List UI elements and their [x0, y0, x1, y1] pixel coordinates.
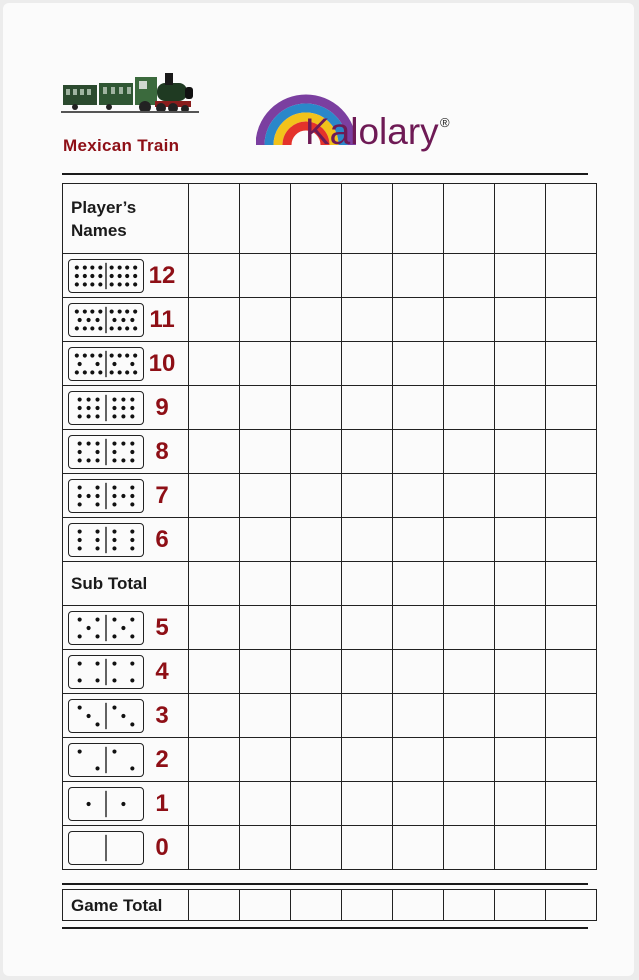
round-4-player-2-cell[interactable]: [240, 650, 291, 694]
sub-total-player-5-cell[interactable]: [393, 562, 444, 606]
round-5-label-cell: [63, 606, 189, 650]
round-3-label-cell: [63, 694, 189, 738]
player-name-player-1-cell[interactable]: [189, 184, 240, 254]
round-0-player-7-cell[interactable]: [495, 826, 546, 870]
round-2-label-cell: [63, 738, 189, 782]
round-3-player-3-cell[interactable]: [291, 694, 342, 738]
round-5-player-7-cell[interactable]: [495, 606, 546, 650]
round-8-label-cell: [63, 430, 189, 474]
round-11-player-3-cell[interactable]: [291, 298, 342, 342]
domino-0-icon: [68, 831, 144, 865]
sub-total-player-2-cell[interactable]: [240, 562, 291, 606]
game-total-player-5-cell[interactable]: [393, 890, 444, 921]
round-5-player-5-cell[interactable]: [393, 606, 444, 650]
round-10-label-cell: [63, 342, 189, 386]
round-0-player-8-cell[interactable]: [546, 826, 597, 870]
round-12-label-cell: [63, 254, 189, 298]
round-3-player-2-cell[interactable]: [240, 694, 291, 738]
round-12-player-3-cell[interactable]: [291, 254, 342, 298]
round-10-player-6-cell[interactable]: [444, 342, 495, 386]
round-7-player-3-cell[interactable]: [291, 474, 342, 518]
round-8-number: 8: [155, 438, 169, 465]
round-9-player-5-cell[interactable]: [393, 386, 444, 430]
round-1-label-cell: [63, 782, 189, 826]
round-7-row: [63, 474, 597, 518]
round-2-player-8-cell[interactable]: [546, 738, 597, 782]
player-names-label-cell: [63, 184, 189, 254]
sub-total-player-7-cell[interactable]: [495, 562, 546, 606]
sub-total-player-8-cell[interactable]: [546, 562, 597, 606]
round-11-label-cell: [63, 298, 189, 342]
game-title: Mexican Train: [63, 136, 180, 155]
round-6-player-3-cell[interactable]: [291, 518, 342, 562]
round-0-player-4-cell[interactable]: [342, 826, 393, 870]
score-table: [62, 183, 597, 870]
player-names-row: [63, 184, 597, 254]
game-total-player-2-cell[interactable]: [240, 890, 291, 921]
round-5-player-6-cell[interactable]: [444, 606, 495, 650]
round-7-number: 7: [155, 482, 169, 509]
round-3-player-4-cell[interactable]: [342, 694, 393, 738]
round-11-player-8-cell[interactable]: [546, 298, 597, 342]
round-7-player-1-cell[interactable]: [189, 474, 240, 518]
player-name-player-8-cell[interactable]: [546, 184, 597, 254]
round-9-player-1-cell[interactable]: [189, 386, 240, 430]
round-9-player-8-cell[interactable]: [546, 386, 597, 430]
round-2-player-7-cell[interactable]: [495, 738, 546, 782]
round-5-number: 5: [155, 614, 169, 641]
domino-7-icon: [68, 479, 144, 513]
top-rule: [62, 173, 588, 175]
round-3-player-8-cell[interactable]: [546, 694, 597, 738]
round-5-player-8-cell[interactable]: [546, 606, 597, 650]
player-name-player-7-cell[interactable]: [495, 184, 546, 254]
round-12-player-8-cell[interactable]: [546, 254, 597, 298]
round-8-player-4-cell[interactable]: [342, 430, 393, 474]
round-3-player-6-cell[interactable]: [444, 694, 495, 738]
round-6-player-1-cell[interactable]: [189, 518, 240, 562]
round-7-player-4-cell[interactable]: [342, 474, 393, 518]
round-0-player-3-cell[interactable]: [291, 826, 342, 870]
domino-11-icon: [68, 303, 144, 337]
round-6-player-8-cell[interactable]: [546, 518, 597, 562]
player-name-player-4-cell[interactable]: [342, 184, 393, 254]
round-10-player-5-cell[interactable]: [393, 342, 444, 386]
round-1-player-4-cell[interactable]: [342, 782, 393, 826]
player-names-label-line2: Names: [71, 220, 127, 240]
round-4-player-3-cell[interactable]: [291, 650, 342, 694]
round-9-player-3-cell[interactable]: [291, 386, 342, 430]
round-4-player-8-cell[interactable]: [546, 650, 597, 694]
bottom-rule: [62, 927, 588, 929]
round-9-player-6-cell[interactable]: [444, 386, 495, 430]
round-4-player-4-cell[interactable]: [342, 650, 393, 694]
sub-total-row: [63, 562, 597, 606]
domino-8-icon: [68, 435, 144, 469]
score-card: [3, 3, 634, 976]
round-10-player-1-cell[interactable]: [189, 342, 240, 386]
round-8-player-3-cell[interactable]: [291, 430, 342, 474]
sub-total-label: Sub Total: [71, 574, 148, 593]
domino-1-icon: [68, 787, 144, 821]
round-10-row: [63, 342, 597, 386]
round-11-row: [63, 298, 597, 342]
round-12-player-4-cell[interactable]: [342, 254, 393, 298]
round-6-player-4-cell[interactable]: [342, 518, 393, 562]
round-11-player-1-cell[interactable]: [189, 298, 240, 342]
round-10-player-2-cell[interactable]: [240, 342, 291, 386]
round-1-player-7-cell[interactable]: [495, 782, 546, 826]
round-12-row: [63, 254, 597, 298]
sub-total-player-3-cell[interactable]: [291, 562, 342, 606]
round-11-player-5-cell[interactable]: [393, 298, 444, 342]
game-total-row: [63, 890, 597, 921]
round-11-player-7-cell[interactable]: [495, 298, 546, 342]
round-3-player-5-cell[interactable]: [393, 694, 444, 738]
player-names-label-line1: Player’s: [71, 197, 137, 217]
round-6-player-6-cell[interactable]: [444, 518, 495, 562]
round-2-player-3-cell[interactable]: [291, 738, 342, 782]
game-total-player-1-cell[interactable]: [189, 890, 240, 921]
round-11-player-6-cell[interactable]: [444, 298, 495, 342]
domino-2-icon: [68, 743, 144, 777]
round-4-number: 4: [155, 658, 169, 685]
round-1-player-6-cell[interactable]: [444, 782, 495, 826]
round-8-player-2-cell[interactable]: [240, 430, 291, 474]
round-10-number: 10: [148, 350, 176, 377]
round-10-player-7-cell[interactable]: [495, 342, 546, 386]
sub-total-label-cell: [63, 562, 189, 606]
player-name-player-3-cell[interactable]: [291, 184, 342, 254]
round-1-row: [63, 782, 597, 826]
brand-name: Kalolary: [305, 111, 439, 152]
sub-total-player-1-cell[interactable]: [189, 562, 240, 606]
game-total-player-8-cell[interactable]: [546, 890, 597, 921]
round-3-player-1-cell[interactable]: [189, 694, 240, 738]
round-5-player-4-cell[interactable]: [342, 606, 393, 650]
game-total-player-4-cell[interactable]: [342, 890, 393, 921]
round-12-player-5-cell[interactable]: [393, 254, 444, 298]
round-4-player-1-cell[interactable]: [189, 650, 240, 694]
round-12-player-7-cell[interactable]: [495, 254, 546, 298]
round-7-player-8-cell[interactable]: [546, 474, 597, 518]
round-6-player-2-cell[interactable]: [240, 518, 291, 562]
round-2-player-5-cell[interactable]: [393, 738, 444, 782]
round-10-player-4-cell[interactable]: [342, 342, 393, 386]
sub-total-player-4-cell[interactable]: [342, 562, 393, 606]
round-0-label-cell: [63, 826, 189, 870]
round-7-label-cell: [63, 474, 189, 518]
round-6-number: 6: [155, 526, 169, 553]
round-4-player-5-cell[interactable]: [393, 650, 444, 694]
round-10-player-3-cell[interactable]: [291, 342, 342, 386]
round-5-player-3-cell[interactable]: [291, 606, 342, 650]
round-6-player-5-cell[interactable]: [393, 518, 444, 562]
round-6-label-cell: [63, 518, 189, 562]
round-6-row: [63, 518, 597, 562]
round-9-player-4-cell[interactable]: [342, 386, 393, 430]
registered-mark: ®: [440, 115, 450, 130]
round-2-player-4-cell[interactable]: [342, 738, 393, 782]
game-total-label: Game Total: [71, 895, 163, 915]
round-8-row: [63, 430, 597, 474]
round-7-player-7-cell[interactable]: [495, 474, 546, 518]
round-9-number: 9: [155, 394, 169, 421]
round-6-player-7-cell[interactable]: [495, 518, 546, 562]
round-9-label-cell: [63, 386, 189, 430]
game-total-player-6-cell[interactable]: [444, 890, 495, 921]
domino-3-icon: [68, 699, 144, 733]
round-8-player-1-cell[interactable]: [189, 430, 240, 474]
round-1-player-5-cell[interactable]: [393, 782, 444, 826]
round-0-row: [63, 826, 597, 870]
round-12-player-2-cell[interactable]: [240, 254, 291, 298]
round-0-player-2-cell[interactable]: [240, 826, 291, 870]
round-9-player-7-cell[interactable]: [495, 386, 546, 430]
domino-5-icon: [68, 611, 144, 645]
round-1-number: 1: [155, 790, 169, 817]
round-2-player-1-cell[interactable]: [189, 738, 240, 782]
round-12-number: 12: [148, 262, 176, 289]
round-3-row: [63, 694, 597, 738]
round-3-player-7-cell[interactable]: [495, 694, 546, 738]
round-4-player-6-cell[interactable]: [444, 650, 495, 694]
round-8-player-6-cell[interactable]: [444, 430, 495, 474]
game-total-table: [62, 889, 597, 921]
round-0-number: 0: [155, 834, 169, 861]
locomotive-icon: [61, 69, 199, 117]
round-0-player-6-cell[interactable]: [444, 826, 495, 870]
domino-6-icon: [68, 523, 144, 557]
round-11-player-4-cell[interactable]: [342, 298, 393, 342]
round-1-player-2-cell[interactable]: [240, 782, 291, 826]
round-0-player-1-cell[interactable]: [189, 826, 240, 870]
game-total-player-7-cell[interactable]: [495, 890, 546, 921]
round-1-player-1-cell[interactable]: [189, 782, 240, 826]
sub-total-player-6-cell[interactable]: [444, 562, 495, 606]
round-7-player-2-cell[interactable]: [240, 474, 291, 518]
domino-12-icon: [68, 259, 144, 293]
round-0-player-5-cell[interactable]: [393, 826, 444, 870]
round-4-player-7-cell[interactable]: [495, 650, 546, 694]
round-11-number: 11: [149, 306, 175, 333]
round-4-row: [63, 650, 597, 694]
round-8-player-5-cell[interactable]: [393, 430, 444, 474]
round-2-number: 2: [155, 746, 169, 773]
round-12-player-6-cell[interactable]: [444, 254, 495, 298]
round-7-player-6-cell[interactable]: [444, 474, 495, 518]
round-1-player-3-cell[interactable]: [291, 782, 342, 826]
player-name-player-2-cell[interactable]: [240, 184, 291, 254]
domino-10-icon: [68, 347, 144, 381]
round-5-row: [63, 606, 597, 650]
player-name-player-6-cell[interactable]: [444, 184, 495, 254]
round-9-player-2-cell[interactable]: [240, 386, 291, 430]
round-7-player-5-cell[interactable]: [393, 474, 444, 518]
game-total-label-cell: [63, 890, 189, 921]
domino-9-icon: [68, 391, 144, 425]
round-2-player-6-cell[interactable]: [444, 738, 495, 782]
round-3-number: 3: [155, 702, 169, 729]
round-11-player-2-cell[interactable]: [240, 298, 291, 342]
round-1-player-8-cell[interactable]: [546, 782, 597, 826]
round-4-label-cell: [63, 650, 189, 694]
domino-4-icon: [68, 655, 144, 689]
round-8-player-7-cell[interactable]: [495, 430, 546, 474]
round-2-player-2-cell[interactable]: [240, 738, 291, 782]
mid-rule: [62, 883, 588, 885]
player-name-player-5-cell[interactable]: [393, 184, 444, 254]
round-8-player-8-cell[interactable]: [546, 430, 597, 474]
round-5-player-2-cell[interactable]: [240, 606, 291, 650]
round-9-row: [63, 386, 597, 430]
round-10-player-8-cell[interactable]: [546, 342, 597, 386]
round-12-player-1-cell[interactable]: [189, 254, 240, 298]
round-5-player-1-cell[interactable]: [189, 606, 240, 650]
round-2-row: [63, 738, 597, 782]
game-total-player-3-cell[interactable]: [291, 890, 342, 921]
